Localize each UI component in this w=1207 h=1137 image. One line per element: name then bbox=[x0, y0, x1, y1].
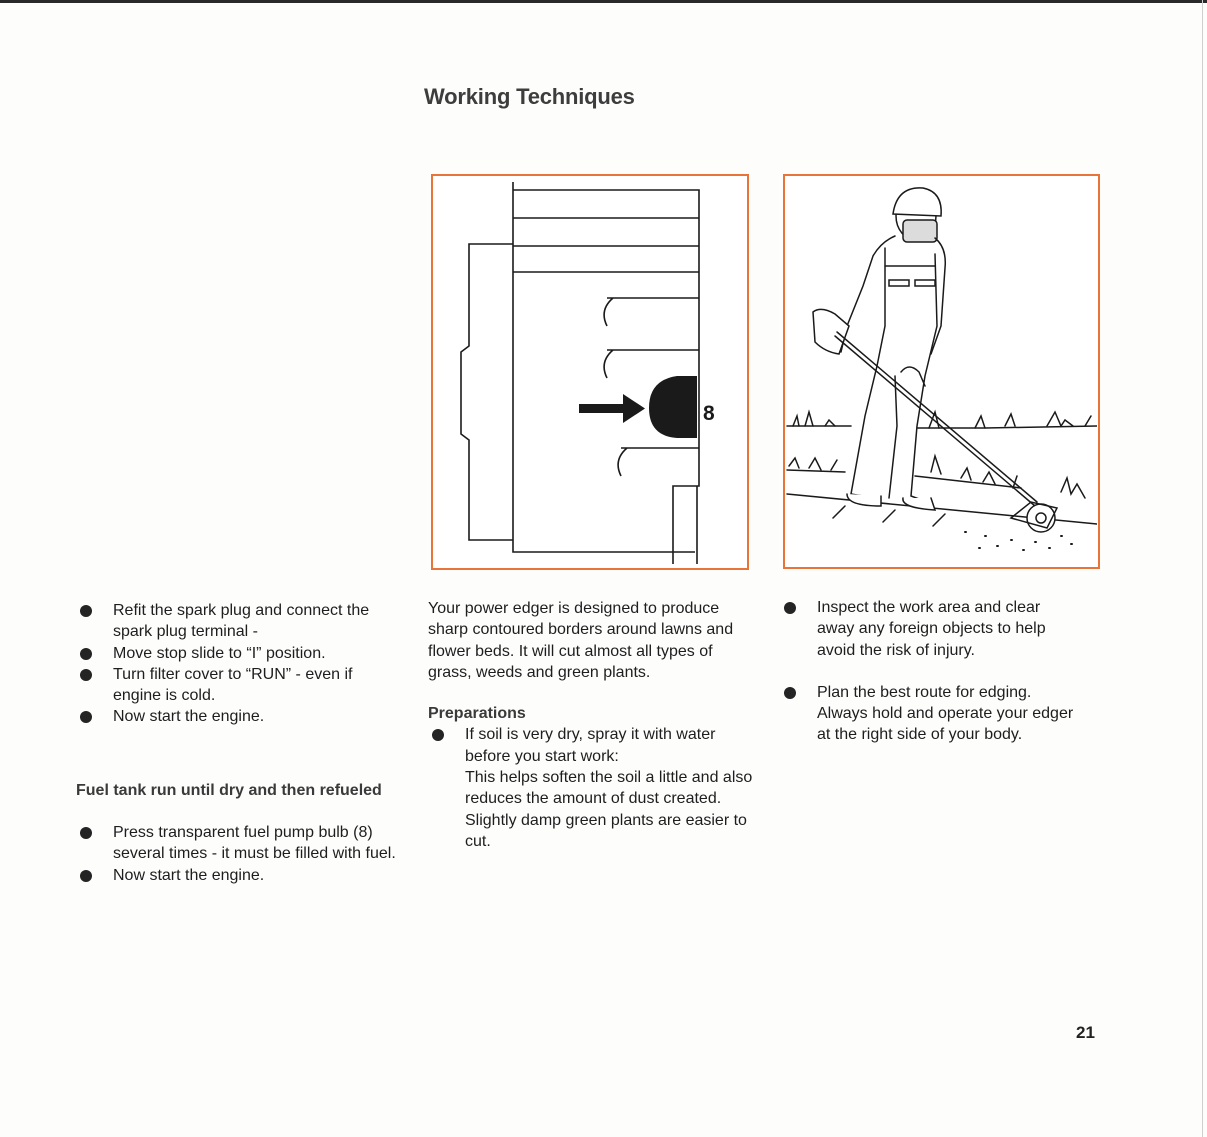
fuel-tank-heading: Fuel tank run until dry and then refueled bbox=[76, 781, 382, 799]
safety-list bbox=[780, 597, 1080, 746]
middle-column bbox=[428, 598, 758, 852]
engine-start-list bbox=[76, 600, 396, 728]
refuel-steps-list bbox=[76, 822, 396, 886]
fuel-pump-figure bbox=[431, 174, 749, 570]
list-item: Now start the engine. bbox=[76, 865, 396, 886]
prep-item-text: If soil is very dry, spray it with water before you start work: bbox=[465, 726, 716, 765]
edger-shaft bbox=[835, 336, 1035, 506]
prep-item-note: This helps soften the soil a little and also reduces the amount of dust created. Slightly damp green plants are easier to cut. bbox=[465, 769, 753, 850]
page-top-edge bbox=[0, 0, 1207, 3]
right-column bbox=[780, 597, 1080, 746]
worker-with-edger-illustration bbox=[785, 176, 1097, 566]
preparations-heading: Preparations bbox=[428, 705, 526, 723]
list-item: Refit the spark plug and connect the spark plug terminal - bbox=[76, 600, 396, 643]
edger-blade bbox=[1027, 504, 1055, 532]
left-column bbox=[76, 600, 396, 886]
fuel-pump-bulb bbox=[649, 376, 697, 438]
page-number: 21 bbox=[1076, 1023, 1095, 1042]
list-item: Turn filter cover to “RUN” - even if engine is cold. bbox=[76, 664, 396, 707]
list-item bbox=[428, 724, 758, 852]
list-item: Plan the best route for edging. Always hold and operate your edger at the right side of your body. bbox=[780, 682, 1080, 746]
worker-edging-figure bbox=[783, 174, 1100, 569]
engine-pack bbox=[813, 309, 849, 354]
preparations-list bbox=[428, 724, 758, 852]
page-title: Working Techniques bbox=[424, 84, 635, 109]
intro-paragraph: Your power edger is designed to produce sharp contoured borders around lawns and flower beds. It will cut almost all types of grass, weeds and green plants. bbox=[428, 600, 734, 681]
list-item: Now start the engine. bbox=[76, 706, 396, 727]
list-item: Press transparent fuel pump bulb (8) several times - it must be filled with fuel. bbox=[76, 822, 396, 865]
page-right-edge bbox=[1202, 0, 1203, 1137]
right-arm bbox=[931, 238, 945, 354]
side-panel-outline bbox=[461, 244, 513, 540]
left-arm bbox=[841, 236, 895, 352]
list-item: Move stop slide to “I” position. bbox=[76, 643, 396, 664]
list-item: Inspect the work area and clear away any foreign objects to help avoid the risk of injury. bbox=[780, 597, 1080, 661]
callout-label: 8 bbox=[703, 402, 715, 425]
arrow-right-icon bbox=[579, 394, 645, 423]
fuel-pump-illustration bbox=[433, 176, 746, 567]
